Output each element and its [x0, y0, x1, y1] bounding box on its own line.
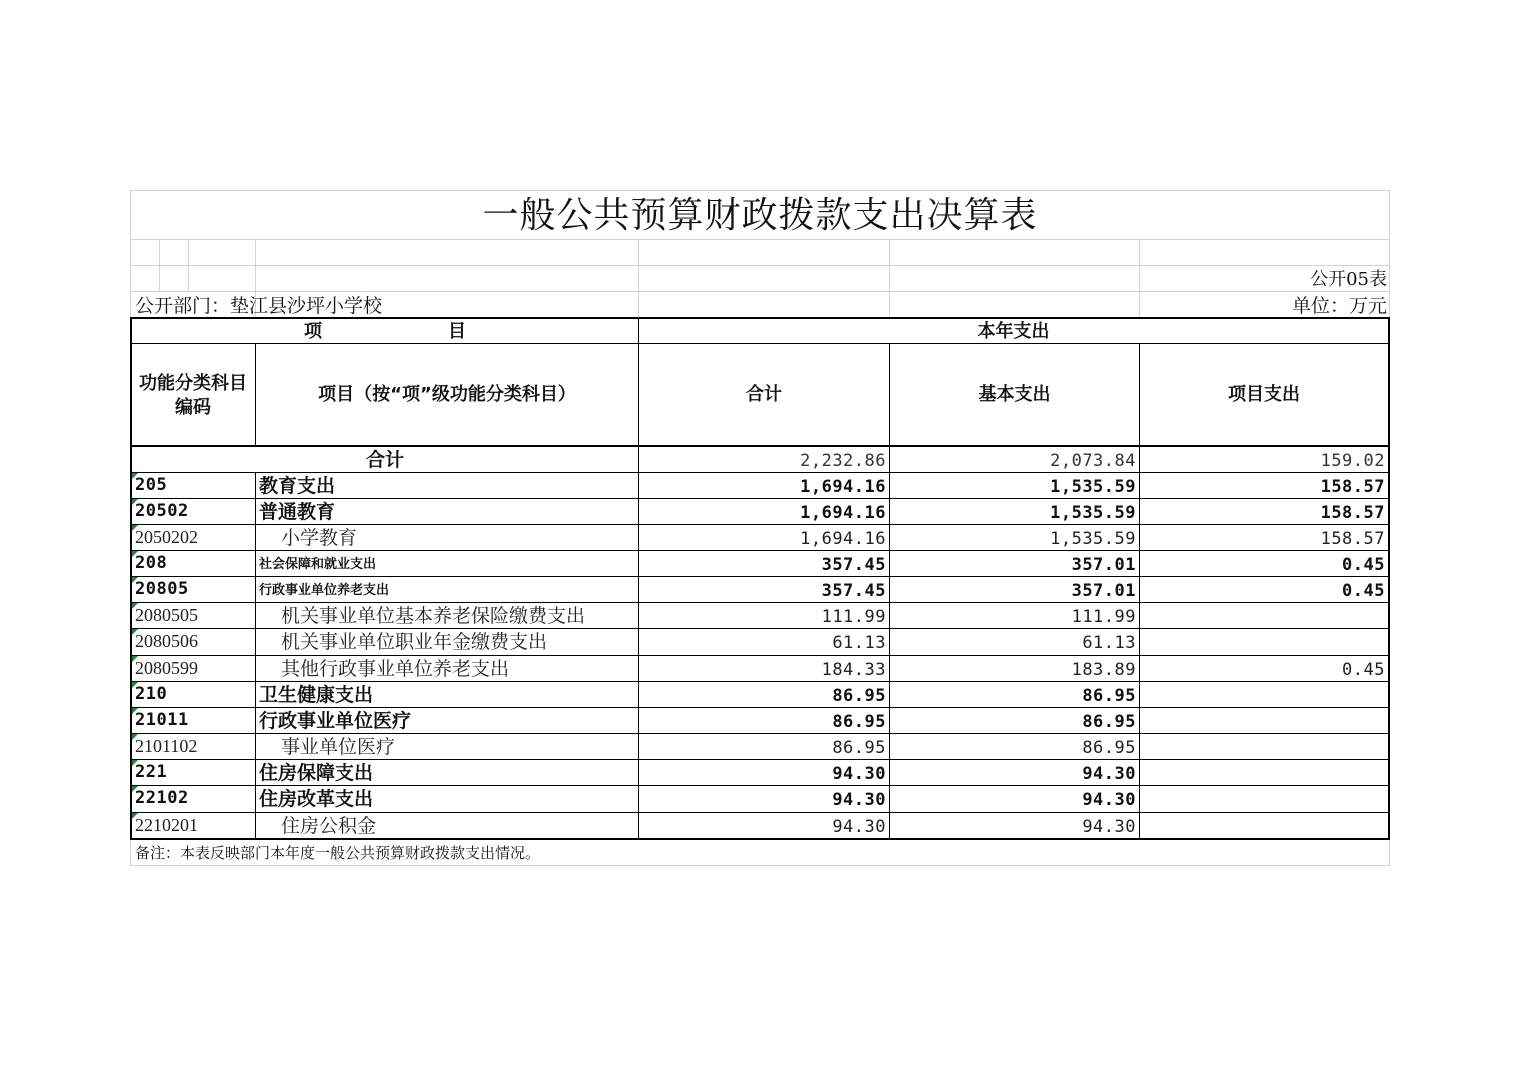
- total-row-basic: 2,073.84: [1050, 451, 1136, 471]
- gridline: [159, 239, 160, 291]
- cell-name: 社会保障和就业支出: [259, 557, 377, 572]
- cell-code: 22102: [135, 788, 189, 808]
- cell-basic: 1,535.59: [1050, 503, 1136, 523]
- header-code: 功能分类科目编码: [139, 373, 247, 418]
- cell-name: 教育支出: [259, 475, 336, 497]
- cell-total: 111.99: [821, 607, 886, 627]
- cell-code: 2050202: [135, 527, 198, 547]
- cell-project: 0.45: [1342, 555, 1385, 575]
- total-row-project: 159.02: [1320, 451, 1385, 471]
- cell-name: 普通教育: [259, 501, 336, 523]
- cell-name: 小学教育: [281, 527, 358, 549]
- cell-name: 事业单位医疗: [281, 736, 396, 758]
- cell-total: 86.95: [832, 712, 886, 732]
- cell-code: 20502: [135, 501, 189, 521]
- cell-project: 0.45: [1342, 660, 1385, 680]
- cell-name: 机关事业单位基本养老保险缴费支出: [281, 605, 586, 627]
- cell-project: [1140, 629, 1388, 654]
- cell-total: 184.33: [821, 660, 886, 680]
- cell-basic: 111.99: [1071, 607, 1136, 627]
- cell-name: 行政事业单位养老支出: [259, 583, 390, 598]
- cell-total: 1,694.16: [800, 503, 886, 523]
- budget-table-sheet: [130, 190, 1390, 866]
- cell-total: 1,694.16: [800, 477, 886, 497]
- cell-name: 住房改革支出: [259, 788, 374, 810]
- header-total: 合计: [746, 384, 782, 405]
- cell-total: 357.45: [821, 555, 886, 575]
- cell-project: 158.57: [1320, 477, 1385, 497]
- cell-code: 210: [135, 684, 168, 704]
- cell-code: 2210201: [135, 815, 198, 835]
- header-project-expense: 项目支出: [1228, 384, 1300, 405]
- cell-project: 158.57: [1320, 503, 1385, 523]
- cell-basic: 94.30: [1082, 790, 1136, 810]
- header-project: 项 目: [304, 321, 466, 342]
- cell-name: 其他行政事业单位养老支出: [281, 658, 510, 680]
- header-name: 项目（按“项”级功能分类科目）: [318, 384, 576, 405]
- cell-name: 行政事业单位医疗: [259, 710, 412, 732]
- unit-label: 单位：万元: [1291, 295, 1387, 317]
- cell-project: [1140, 734, 1388, 759]
- cell-total: 86.95: [832, 686, 886, 706]
- cell-basic: 183.89: [1071, 660, 1136, 680]
- cell-name: 机关事业单位职业年金缴费支出: [281, 631, 548, 653]
- cell-code: 21011: [135, 710, 189, 730]
- cell-code: 221: [135, 762, 168, 782]
- cell-name: 卫生健康支出: [259, 684, 374, 706]
- cell-basic: 86.95: [1082, 738, 1136, 758]
- cell-basic: 1,535.59: [1050, 529, 1136, 549]
- cell-project: 0.45: [1342, 581, 1385, 601]
- gridline: [638, 239, 639, 317]
- cell-code: 208: [135, 553, 168, 573]
- cell-code: 20805: [135, 579, 189, 599]
- cell-project: 158.57: [1320, 529, 1385, 549]
- cell-basic: 94.30: [1082, 764, 1136, 784]
- cell-name: 住房保障支出: [259, 762, 374, 784]
- cell-basic: 86.95: [1082, 712, 1136, 732]
- cell-total: 1,694.16: [800, 529, 886, 549]
- gridline: [130, 865, 1390, 866]
- header-current-year: 本年支出: [977, 321, 1050, 342]
- gridline: [889, 239, 890, 317]
- cell-name: 住房公积金: [281, 815, 377, 837]
- table-number: 公开05表: [1310, 269, 1387, 290]
- table-border: [1388, 317, 1390, 840]
- cell-project: [1140, 603, 1388, 628]
- cell-code: 2080505: [135, 605, 198, 625]
- cell-basic: 1,535.59: [1050, 477, 1136, 497]
- cell-total: 61.13: [832, 633, 886, 653]
- total-row-total: 2,232.86: [800, 451, 886, 471]
- cell-total: 94.30: [832, 817, 886, 837]
- cell-code: 2101102: [135, 736, 198, 756]
- cell-basic: 357.01: [1071, 581, 1136, 601]
- department-label: 公开部门：垫江县沙坪小学校: [135, 295, 383, 317]
- cell-project: [1140, 813, 1388, 838]
- cell-project: [1140, 786, 1388, 811]
- cell-total: 357.45: [821, 581, 886, 601]
- cell-total: 86.95: [832, 738, 886, 758]
- cell-basic: 61.13: [1082, 633, 1136, 653]
- cell-project: [1140, 760, 1388, 785]
- cell-code: 205: [135, 475, 168, 495]
- gridline: [188, 239, 189, 291]
- cell-basic: 86.95: [1082, 686, 1136, 706]
- cell-total: 94.30: [832, 790, 886, 810]
- footnote: 备注：本表反映部门本年度一般公共预算财政拨款支出情况。: [135, 844, 541, 862]
- cell-project: [1140, 708, 1388, 733]
- header-basic: 基本支出: [978, 384, 1051, 405]
- total-row-label: 合计: [365, 449, 404, 471]
- cell-basic: 94.30: [1082, 817, 1136, 837]
- cell-total: 94.30: [832, 764, 886, 784]
- cell-code: 2080506: [135, 631, 198, 651]
- cell-code: 2080599: [135, 658, 198, 678]
- cell-basic: 357.01: [1071, 555, 1136, 575]
- cell-project: [1140, 682, 1388, 707]
- table-title: 一般公共预算财政拨款支出决算表: [482, 195, 1038, 236]
